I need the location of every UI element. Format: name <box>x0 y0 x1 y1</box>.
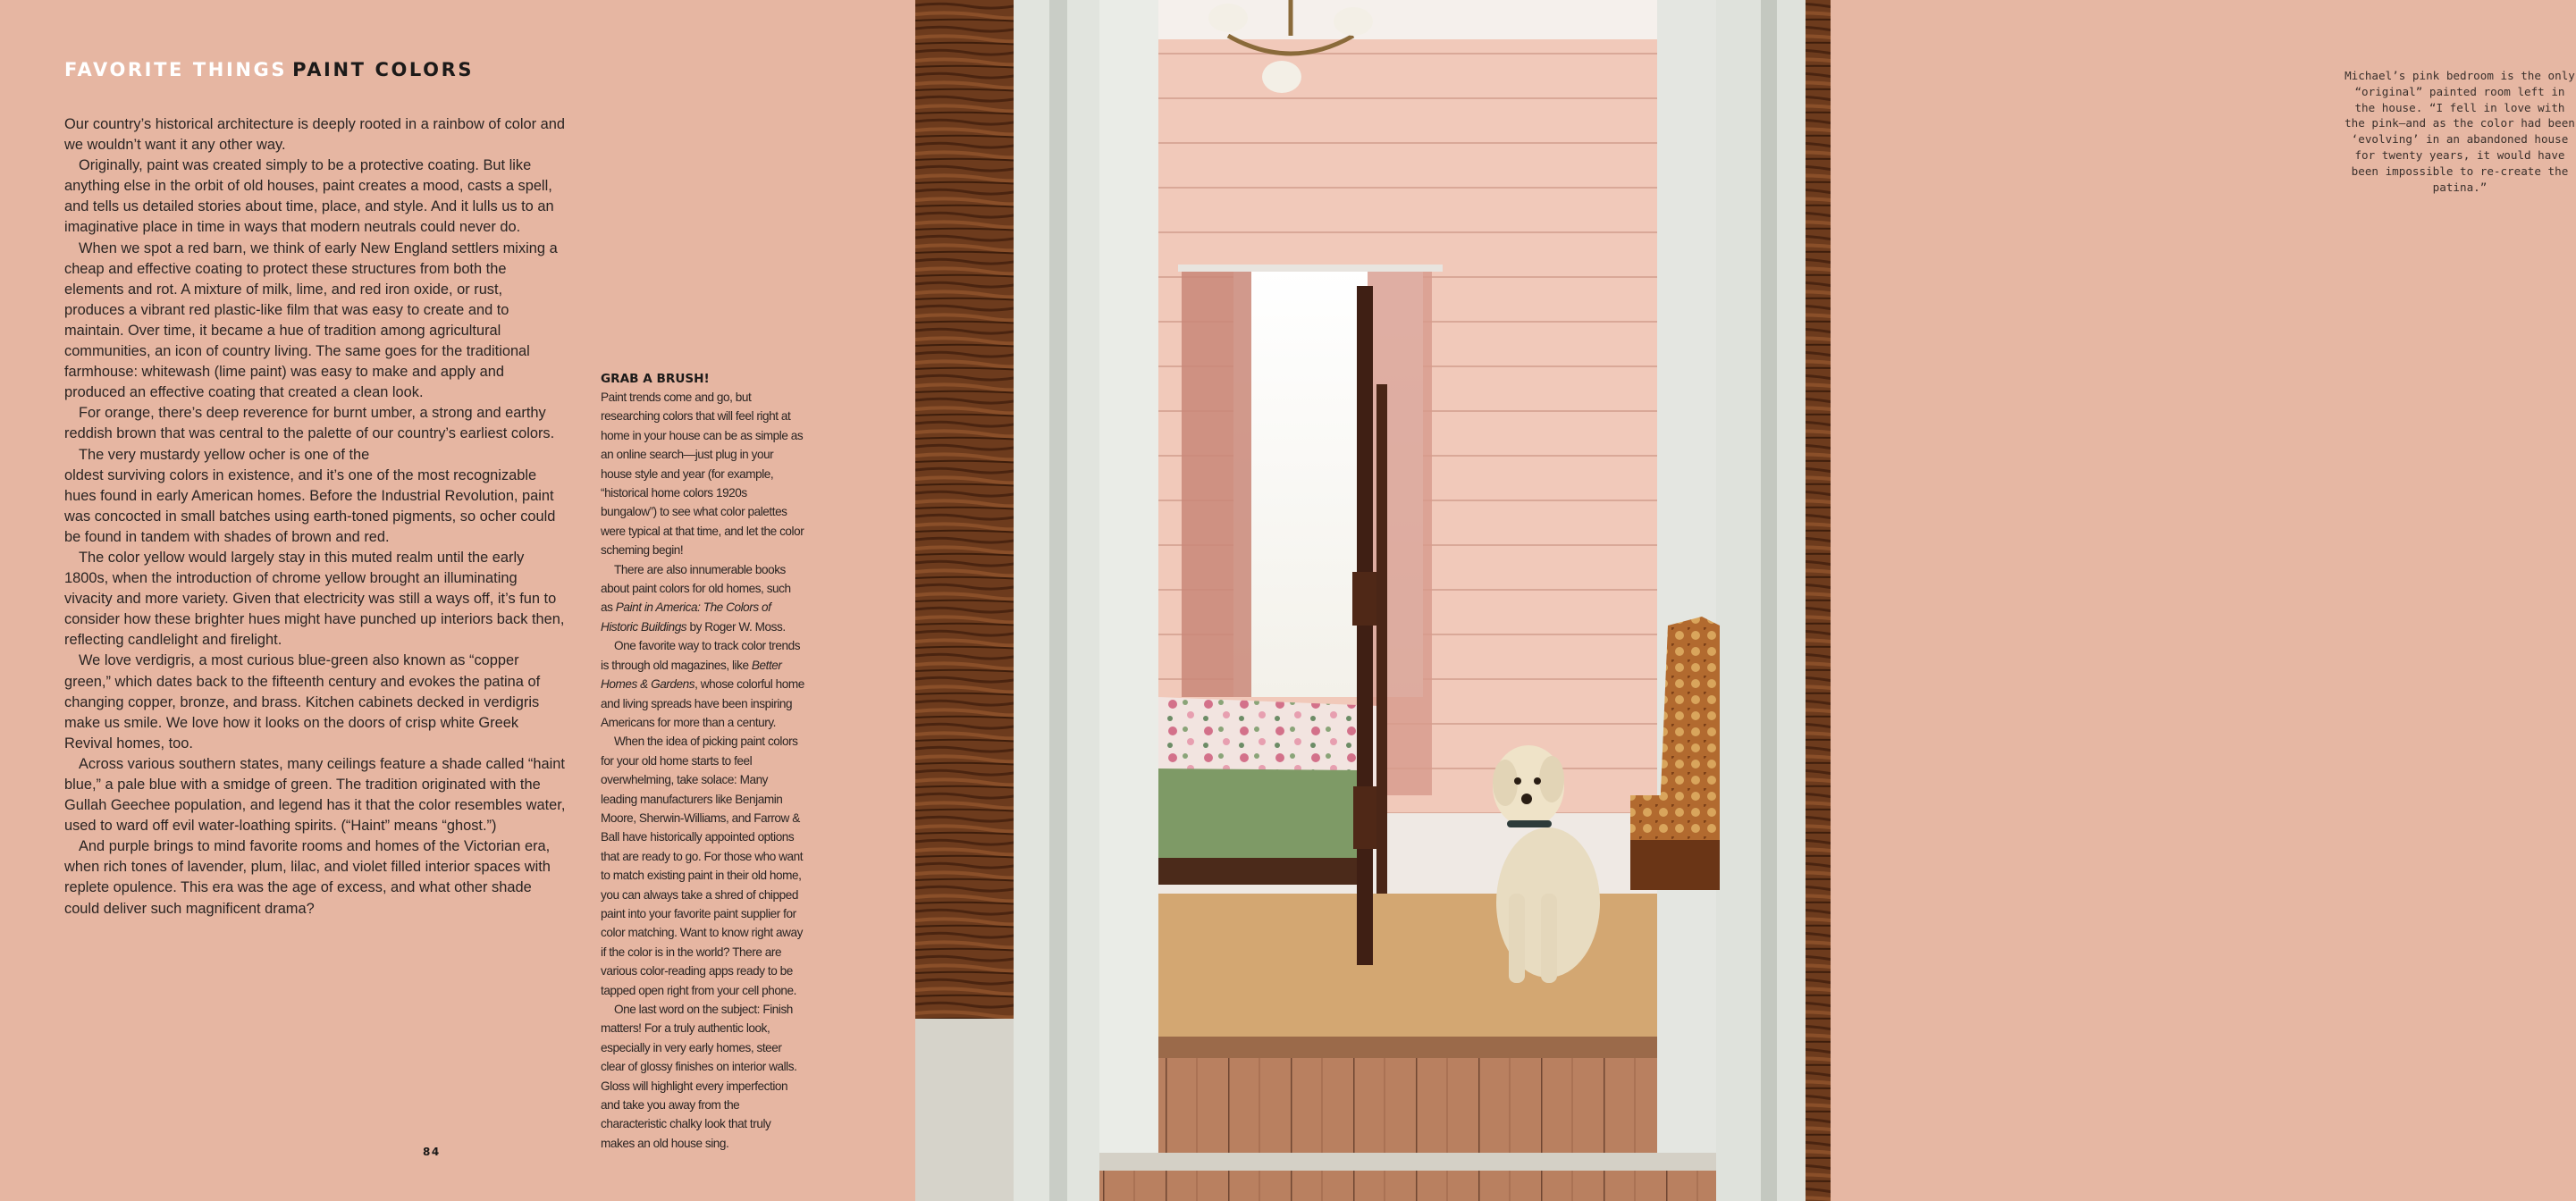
dog-leg <box>1541 894 1557 983</box>
sidebar-paragraph <box>601 560 804 637</box>
inner-frame-right <box>1657 0 1716 1171</box>
trim-shadow <box>1049 0 1067 1201</box>
page-header <box>64 59 474 80</box>
bed-frame <box>1158 858 1373 885</box>
bed-post-back <box>1376 384 1387 894</box>
sidebar-paragraph: When the idea of picking paint colors for your old home starts to feel overwhelming, take solace: Many leading manufacturers like Benjamin Moore, Sherwin-Williams, and Farrow & Ball have historically appointed options that are ready to go. For those who want to match existing paint in their old home, you can always take a shred of chipped paint into your favorite paint supplier for color matching. Want to know right away if the color is in the world? There are various color-reading apps ready to be tapped open right from your cell phone. <box>601 735 804 997</box>
dog-collar <box>1507 820 1552 827</box>
bedroom-photo <box>915 0 2575 1201</box>
article-paragraph: We love verdigris, a most curious blue-green also known as “copper green,” which dates back to the fifteenth century and evokes the patina of changing copper, bronze, and brass. Kitchen cabinets decked in verdigris make us smile. We love how it looks on the doors of crisp white Greek Revival homes, too. <box>64 652 541 752</box>
dog-ear <box>1539 756 1564 802</box>
page-number: 84 <box>423 1146 441 1158</box>
article-paragraph: Across various southern states, many ceilings feature a shade called “haint blue,” a pale blue with a smidge of green. The tradition originated with the Gullah Geechee population, and legend has it that the color resembles water, used to ward off evil water-loathing spirits. (“Haint” means “ghost.”) <box>64 755 566 835</box>
chair-base <box>1630 840 1720 890</box>
left-page <box>0 0 915 1201</box>
sidebar-paragraph: Paint trends come and go, but researching colors that will feel right at home in your house can be as simple as an online search—just plug in your house style and year (for example, “historical home colors 1920s bungalow”) to see what color palettes were typical at that time, and let the color scheming begin! <box>601 391 804 558</box>
dog-eye <box>1534 777 1541 785</box>
inner-frame-left <box>1099 0 1158 1171</box>
dog-ear <box>1493 760 1518 806</box>
bedroom-illustration <box>915 0 1831 1201</box>
article-paragraph: When we spot a red barn, we think of early New England settlers mixing a cheap and effective coating to protect these structures from both the elements and rot. A mixture of milk, lime, and red iron oxide, or rust, produces a vibrant red plastic-like film that was easy to create and to maintain. Over time, it became a hue of tradition among agricultural communities, an icon of country living. The same goes for the traditional farmhouse: whitewash (lime paint) was easy to make and apply and produced an effective coating that created a clean look. <box>64 239 558 401</box>
sidebar-grab-a-brush <box>601 370 804 1153</box>
magazine-title: Better Homes & Gardens <box>601 658 782 692</box>
dog-leg <box>1509 894 1525 983</box>
article-paragraph: For orange, there’s deep reverence for burnt umber, a strong and earthy reddish brown that was central to the palette of our country’s earliest colors. <box>64 405 555 442</box>
room-floor-edge <box>1158 1037 1657 1058</box>
sidebar-text: , whose colorful home and living spreads have been inspiring Americans for more than a century. <box>601 677 804 729</box>
chair-seat <box>1630 795 1720 840</box>
wood-panel-right <box>1806 0 1831 1201</box>
sidebar-text: One favorite way to track color trends is through old magazines, like <box>601 639 801 672</box>
article-paragraph: The color yellow would largely stay in this muted realm until the early 1800s, when the introduction of chrome yellow brought an illuminating vivacity and more variety. Given that electricity was still a ways off, it’s fun to consider how these brighter hues might have punched up interiors back then, reflecting candlelight and firelight. <box>64 549 565 649</box>
curtain-left <box>1182 268 1251 697</box>
article-paragraph: Originally, paint was created simply to be a protective coating. But like anything else in the orbit of old houses, paint creates a mood, casts a spell, and tells us detailed stories about time, place, and style. And it lulls us to an imaginative place in time in ways that modern neutrals could never do. <box>64 157 554 236</box>
hallway-floor <box>1099 1054 1716 1201</box>
baseboard-left <box>915 1019 1014 1201</box>
article-paragraph: And purple brings to mind favorite rooms and homes of the Victorian era, when rich tones of lavender, plum, lilac, and violet filled interior spaces with replete opulence. This era was the age of excess, and what other shade could deliver such magnificent drama? <box>64 838 551 917</box>
section-label: FAVORITE THINGS <box>64 59 288 80</box>
photo-caption: Michael’s pink bedroom is the only “original” painted room left in the house. “I fell in love with the pink—and as the color had been ‘evolving’ in an abandoned house for twenty years, it would have been impossible to re-create the patina.” <box>2344 69 2575 194</box>
curtain-rod <box>1178 265 1443 272</box>
dog-nose <box>1521 794 1532 804</box>
sidebar-paragraph: One last word on the subject: Finish matters! For a truly authentic look, especially in very early homes, steer clear of glossy finishes on interior walls. Gloss will highlight every imperfection and take you away from the characteristic chalky look that truly makes an old house sing. <box>601 1003 797 1150</box>
article-paragraph: The very mustardy yellow ocher is one of the <box>79 446 370 463</box>
topic-label: PAINT COLORS <box>292 59 475 80</box>
bed-post-turning <box>1353 786 1376 849</box>
dog-eye <box>1514 777 1521 785</box>
article-paragraph: Our country’s historical architecture is deeply rooted in a rainbow of color and we wouldn’t want it any other way. <box>64 116 565 154</box>
main-article <box>64 114 567 920</box>
trim-shadow <box>1761 0 1777 1201</box>
sidebar-paragraph <box>601 636 804 732</box>
article-paragraph: oldest surviving colors in existence, and it’s one of the most recognizable hues found in early American homes. Before the Industrial Revolution, paint was concocted in small batches using earth-toned pigments, so ocher could be found in tandem with shades of brown and red. <box>64 466 556 545</box>
bed-post-turning <box>1352 572 1377 626</box>
sidebar-text: by Roger W. Moss. <box>686 619 786 634</box>
threshold <box>1099 1153 1716 1171</box>
sidebar-title: GRAB A BRUSH! <box>601 372 710 386</box>
sidebar-text: There are also innumerable books about paint colors for old homes, such as <box>601 562 791 615</box>
book-title: Paint in America: The Colors of Historic Buildings <box>601 600 771 634</box>
